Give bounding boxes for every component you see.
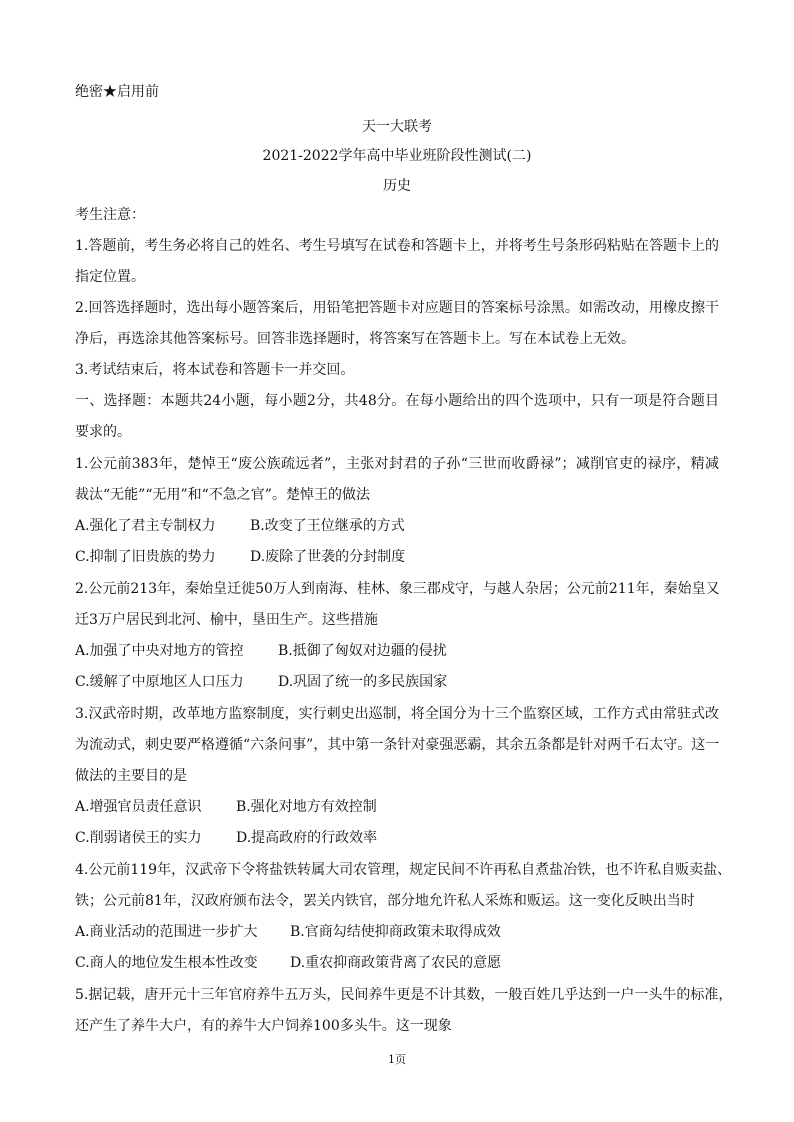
question-4-option-b: B.官商勾结使抑商政策未取得成效 (290, 924, 501, 940)
question-4-option-d: D.重农抑商政策背离了农民的意愿 (290, 955, 502, 971)
question-3-option-a: A.增强官员责任意识 (75, 799, 202, 815)
confidential-label: 绝密★启用前 (75, 84, 159, 100)
question-5-stem-line-1: 5.据记载，唐开元十三年官府养牛五万头，民间养牛更是不计其数，一般百姓几乎达到一户一头牛的标准， (75, 987, 733, 1003)
notice-item-1-line-2: 指定位置。 (75, 269, 145, 285)
question-3-stem-line-3: 做法的主要目的是 (75, 768, 187, 784)
question-2-option-b: B.抵御了匈奴对边疆的侵扰 (278, 643, 447, 659)
question-2-stem-line-2: 迁3万户居民到北河、榆中，垦田生产。这些措施 (75, 612, 378, 628)
question-1-option-c: C.抑制了旧贵族的势力 (75, 549, 216, 565)
question-1-option-a: A.强化了君主专制权力 (75, 518, 216, 534)
question-3-stem-line-1: 3.汉武帝时期，改革地方监察制度，实行刺史出巡制，将全国分为十三个监察区域，工作方式由常驻式改 (75, 706, 719, 722)
question-4-option-c: C.商人的地位发生根本性改变 (75, 955, 258, 971)
question-2-stem-line-1: 2.公元前213年，秦始皇迁徙50万人到南海、桂林、象三郡戍守，与越人杂居；公元前211年，秦始皇又 (75, 581, 720, 597)
question-1-stem-line-2: 裁汰“无能”“无用”和“不急之官”。楚悼王的做法 (75, 487, 370, 503)
question-1-option-d: D.废除了世袭的分封制度 (250, 549, 406, 565)
notice-title: 考生注意： (75, 207, 145, 223)
notice-item-2-line-1: 2.回答选择题时，选出每小题答案后，用铅笔把答题卡对应题目的答案标号涂黑。如需改动，用橡皮擦干 (75, 300, 719, 316)
question-2-option-a: A.加强了中央对地方的管控 (75, 643, 244, 659)
exam-organizer: 天一大联考 (362, 119, 432, 135)
question-5-stem-line-2: 还产生了养牛大户，有的养牛大户饲养100多头牛。这一现象 (75, 1018, 452, 1034)
question-3-option-d: D.提高政府的行政效率 (236, 830, 378, 846)
question-1-stem-line-1: 1.公元前383年，楚悼王“废公族疏远者”，主张对封君的子孙“三世而收爵禄”；减削官吏的禄序，精减 (75, 456, 719, 472)
question-4-stem-line-2: 铁；公元前81年，汉政府颁布法令，罢关内铁官，部分地允许私人采炼和贩运。这一变化反映出当时 (75, 893, 695, 909)
question-3-option-b: B.强化对地方有效控制 (236, 799, 377, 815)
page-number: 1页 (388, 1053, 406, 1066)
question-2-option-c: C.缓解了中原地区人口压力 (75, 674, 244, 690)
question-4-option-a: A.商业活动的范围进一步扩大 (75, 924, 258, 940)
section-instruction-line-2: 要求的。 (75, 424, 131, 440)
notice-item-3: 3.考试结束后，将本试卷和答题卡一并交回。 (75, 362, 355, 378)
notice-item-1-line-1: 1.答题前，考生务必将自己的姓名、考生号填写在试卷和答题卡上，并将考生号条形码粘贴在答题卡上的 (75, 238, 719, 254)
exam-title: 2021-2022学年高中毕业班阶段性测试(二) (262, 148, 532, 164)
question-2-option-d: D.巩固了统一的多民族国家 (278, 674, 448, 690)
question-4-stem-line-1: 4.公元前119年，汉武帝下令将盐铁转属大司农管理，规定民间不许再私自煮盐冶铁，也不许私自贩卖盐、 (75, 862, 732, 878)
question-3-stem-line-2: 为流动式，刺史要严格遵循“六条问事”，其中第一条针对豪强恶霸，其余五条都是针对两千石太守。这一 (75, 737, 720, 753)
question-3-option-c: C.削弱诸侯王的实力 (75, 830, 202, 846)
section-instruction-line-1: 一、选择题：本题共24小题，每小题2分，共48分。在每小题给出的四个选项中，只有一项是符合题目 (75, 393, 719, 409)
notice-item-2-line-2: 净后，再选涂其他答案标号。回答非选择题时，将答案写在答题卡上。写在本试卷上无效。 (75, 331, 635, 347)
question-1-option-b: B.改变了王位继承的方式 (250, 518, 405, 534)
subject-title: 历史 (383, 178, 411, 194)
